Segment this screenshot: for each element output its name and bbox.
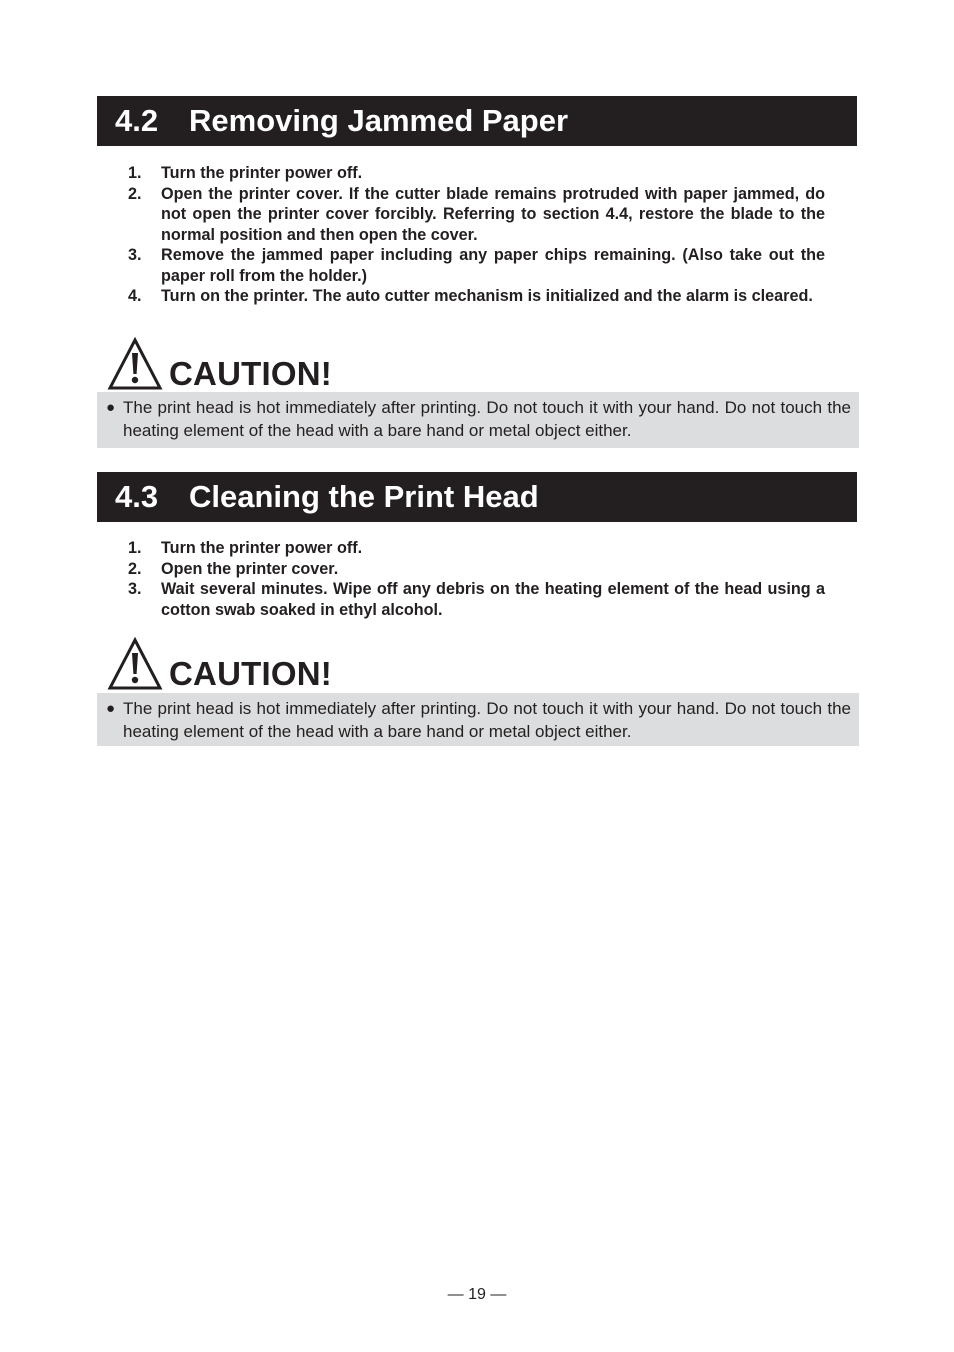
caution-box: [97, 392, 859, 448]
section-4-3-steps: [128, 538, 825, 620]
list-item: 1. Turn the printer power off.: [128, 164, 363, 182]
section-4-2-steps: [128, 163, 825, 307]
section-4-3-header: [97, 472, 857, 522]
list-item: 1. Turn the printer power off.: [128, 539, 363, 557]
list-item: 4. Turn on the printer. The auto cutter mechanism is initialized and the alarm is cleared.: [128, 287, 813, 305]
caution-text: The print head is hot immediately after printing. Do not touch it with your hand. Do not touch the heating element of the head with a bare hand or metal object either.: [123, 398, 851, 440]
caution-heading: [107, 635, 332, 691]
warning-triangle-icon: [107, 637, 163, 691]
caution-box: [97, 693, 859, 746]
section-number: 4.3: [115, 479, 159, 514]
list-item: 3. Wait several minutes. Wipe off any debris on the heating element of the head using a cotton swab soaked in ethyl alcohol.: [128, 580, 825, 619]
caution-title: CAUTION!: [169, 655, 332, 692]
section-4-2-header: [97, 96, 857, 146]
caution-title: CAUTION!: [169, 355, 332, 392]
bullet-icon: ●: [106, 399, 116, 416]
caution-text: The print head is hot immediately after printing. Do not touch it with your hand. Do not touch the heating element of the head with a bare hand or metal object either.: [123, 699, 851, 741]
bullet-icon: ●: [106, 700, 116, 717]
list-item: 2. Open the printer cover.: [128, 559, 339, 578]
section-title: Cleaning the Print Head: [189, 479, 539, 514]
caution-heading: [107, 335, 332, 391]
page-number: — 19 —: [447, 1286, 507, 1303]
warning-triangle-icon: [107, 337, 163, 391]
list-item: 3. Remove the jammed paper including any paper chips remaining. (Also take out the paper roll from the holder.): [128, 246, 825, 285]
section-number: 4.2: [115, 103, 159, 138]
list-item: 2. Open the printer cover. If the cutter blade remains protruded with paper jammed, do not open the printer cover forcibly. Referring to section 4.4, restore the blade to the normal position and then open the cover.: [128, 184, 825, 244]
section-title: Removing Jammed Paper: [189, 103, 569, 138]
